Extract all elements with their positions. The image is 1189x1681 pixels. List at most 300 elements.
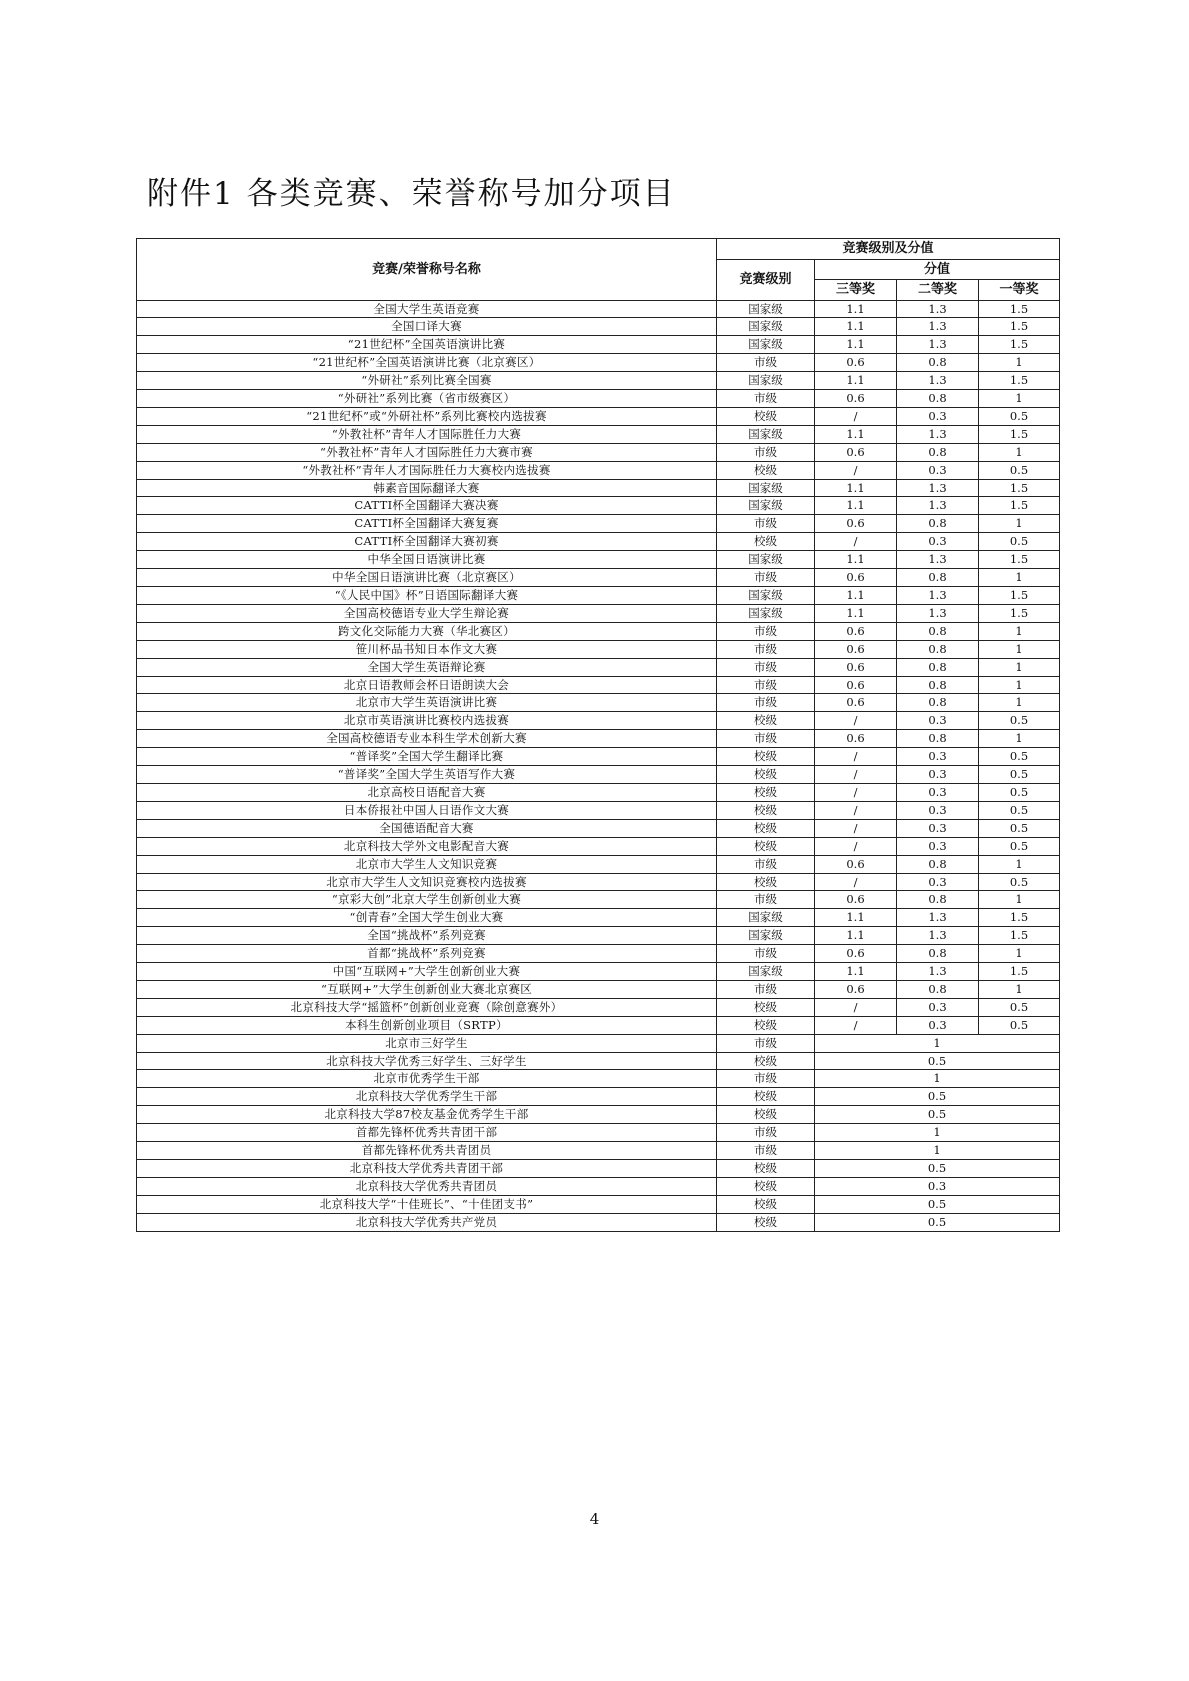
third-prize-score: 0.6 [815, 658, 897, 676]
honor-score: 0.5 [815, 1213, 1060, 1231]
third-prize-score: 0.6 [815, 891, 897, 909]
competition-row [137, 945, 1060, 963]
competition-row [137, 372, 1060, 390]
competition-row [137, 569, 1060, 587]
competition-name: 全国高校德语专业大学生辩论赛 [137, 604, 717, 622]
honor-name: 首都先锋杯优秀共青团员 [137, 1142, 717, 1160]
competition-level: 国家级 [717, 551, 815, 569]
competition-row [137, 300, 1060, 318]
honor-row [137, 1195, 1060, 1213]
third-prize-header: 三等奖 [815, 280, 897, 301]
first-prize-score: 1.5 [979, 963, 1060, 981]
third-prize-score: 0.6 [815, 730, 897, 748]
honor-row [137, 1160, 1060, 1178]
competition-level: 市级 [717, 945, 815, 963]
competition-level: 市级 [717, 855, 815, 873]
competition-name: 中华全国日语演讲比赛 [137, 551, 717, 569]
first-prize-score: 0.5 [979, 766, 1060, 784]
honor-score: 0.5 [815, 1088, 1060, 1106]
honor-row [137, 1213, 1060, 1231]
third-prize-score: 0.6 [815, 855, 897, 873]
competition-name: 全国“挑战杯”系列竞赛 [137, 927, 717, 945]
competition-row [137, 891, 1060, 909]
competition-name: 北京市英语演讲比赛校内选拔赛 [137, 712, 717, 730]
first-prize-score: 0.5 [979, 461, 1060, 479]
third-prize-score: 1.1 [815, 497, 897, 515]
first-prize-score: 0.5 [979, 998, 1060, 1016]
first-prize-score: 1 [979, 945, 1060, 963]
competition-row [137, 730, 1060, 748]
third-prize-score: 1.1 [815, 318, 897, 336]
competition-row [137, 801, 1060, 819]
competition-name: 日本侨报社中国人日语作文大赛 [137, 801, 717, 819]
third-prize-score: / [815, 783, 897, 801]
competition-level: 国家级 [717, 372, 815, 390]
level-score-group-header: 竞赛级别及分值 [717, 239, 1060, 260]
third-prize-score: / [815, 712, 897, 730]
honor-level: 校级 [717, 1052, 815, 1070]
second-prize-score: 1.3 [897, 909, 979, 927]
honor-name: 北京科技大学优秀三好学生、三好学生 [137, 1052, 717, 1070]
third-prize-score: 1.1 [815, 300, 897, 318]
third-prize-score: / [815, 819, 897, 837]
competition-name: CATTI杯全国翻译大赛决赛 [137, 497, 717, 515]
first-prize-score: 1 [979, 569, 1060, 587]
second-prize-score: 0.3 [897, 998, 979, 1016]
second-prize-score: 0.8 [897, 569, 979, 587]
third-prize-score: 1.1 [815, 587, 897, 605]
competition-row [137, 1016, 1060, 1034]
competition-level: 国家级 [717, 336, 815, 354]
second-prize-score: 1.3 [897, 300, 979, 318]
honor-name: 北京市三好学生 [137, 1034, 717, 1052]
second-prize-score: 0.3 [897, 801, 979, 819]
competition-name: “《人民中国》杯”日语国际翻译大赛 [137, 587, 717, 605]
third-prize-score: / [815, 461, 897, 479]
honor-row [137, 1106, 1060, 1124]
second-prize-score: 0.3 [897, 748, 979, 766]
score-table-container [136, 238, 1059, 1232]
competition-level: 校级 [717, 1016, 815, 1034]
competition-level: 市级 [717, 640, 815, 658]
second-prize-score: 0.3 [897, 712, 979, 730]
competition-row [137, 873, 1060, 891]
competition-name: 全国高校德语专业本科生学术创新大赛 [137, 730, 717, 748]
first-prize-score: 1.5 [979, 300, 1060, 318]
competition-row [137, 766, 1060, 784]
second-prize-score: 0.3 [897, 766, 979, 784]
competition-name: “京彩大创”北京大学生创新创业大赛 [137, 891, 717, 909]
competition-level: 国家级 [717, 963, 815, 981]
first-prize-score: 1.5 [979, 551, 1060, 569]
second-prize-score: 0.8 [897, 676, 979, 694]
third-prize-score: / [815, 801, 897, 819]
competition-row [137, 390, 1060, 408]
honor-name: 北京科技大学优秀共产党员 [137, 1213, 717, 1231]
honor-level: 市级 [717, 1070, 815, 1088]
honor-score: 0.5 [815, 1160, 1060, 1178]
second-prize-score: 1.3 [897, 604, 979, 622]
first-prize-score: 0.5 [979, 801, 1060, 819]
honor-row [137, 1124, 1060, 1142]
second-prize-score: 0.3 [897, 533, 979, 551]
second-prize-score: 0.8 [897, 891, 979, 909]
third-prize-score: / [815, 748, 897, 766]
first-prize-score: 1 [979, 443, 1060, 461]
competition-row [137, 533, 1060, 551]
competition-row [137, 497, 1060, 515]
competition-row [137, 855, 1060, 873]
competition-name: 首都“挑战杯”系列竞赛 [137, 945, 717, 963]
honor-score: 1 [815, 1124, 1060, 1142]
competition-name: “外教社杯”青年人才国际胜任力大赛校内选拔赛 [137, 461, 717, 479]
honor-row [137, 1034, 1060, 1052]
score-group-header: 分值 [815, 259, 1060, 280]
third-prize-score: 1.1 [815, 909, 897, 927]
third-prize-score: 0.6 [815, 354, 897, 372]
competition-name: “外教社杯”青年人才国际胜任力大赛 [137, 425, 717, 443]
competition-level: 校级 [717, 873, 815, 891]
first-prize-score: 1 [979, 694, 1060, 712]
first-prize-score: 1 [979, 515, 1060, 533]
first-prize-score: 1 [979, 390, 1060, 408]
second-prize-score: 0.3 [897, 1016, 979, 1034]
first-prize-score: 1.5 [979, 336, 1060, 354]
second-prize-score: 1.3 [897, 587, 979, 605]
third-prize-score: 0.6 [815, 640, 897, 658]
first-prize-score: 0.5 [979, 1016, 1060, 1034]
honor-row [137, 1142, 1060, 1160]
second-prize-header: 二等奖 [897, 280, 979, 301]
honor-row [137, 1070, 1060, 1088]
third-prize-score: / [815, 998, 897, 1016]
honor-name: 北京科技大学87校友基金优秀学生干部 [137, 1106, 717, 1124]
third-prize-score: 1.1 [815, 927, 897, 945]
competition-name: 本科生创新创业项目（SRTP） [137, 1016, 717, 1034]
competition-level: 市级 [717, 980, 815, 998]
competition-level: 市级 [717, 730, 815, 748]
second-prize-score: 1.3 [897, 336, 979, 354]
honor-name: 北京科技大学优秀共青团干部 [137, 1160, 717, 1178]
competition-name: “21世纪杯”全国英语演讲比赛 [137, 336, 717, 354]
competition-name: 韩素音国际翻译大赛 [137, 479, 717, 497]
competition-row [137, 318, 1060, 336]
competition-level: 市级 [717, 390, 815, 408]
third-prize-score: 0.6 [815, 676, 897, 694]
first-prize-score: 1.5 [979, 479, 1060, 497]
competition-name: “普译奖”全国大学生翻译比赛 [137, 748, 717, 766]
honor-name: 北京市优秀学生干部 [137, 1070, 717, 1088]
page-title: 附件1 各类竞赛、荣誉称号加分项目 [147, 176, 676, 212]
competition-level: 国家级 [717, 587, 815, 605]
competition-level: 校级 [717, 533, 815, 551]
second-prize-score: 1.3 [897, 927, 979, 945]
competition-name: 北京市大学生人文知识竞赛 [137, 855, 717, 873]
competition-level: 校级 [717, 748, 815, 766]
competition-row [137, 587, 1060, 605]
third-prize-score: / [815, 873, 897, 891]
first-prize-score: 1.5 [979, 604, 1060, 622]
competition-name: “外教社杯”青年人才国际胜任力大赛市赛 [137, 443, 717, 461]
competition-name: “外研社”系列比赛全国赛 [137, 372, 717, 390]
competition-level: 国家级 [717, 909, 815, 927]
competition-row [137, 837, 1060, 855]
second-prize-score: 0.3 [897, 873, 979, 891]
second-prize-score: 0.8 [897, 443, 979, 461]
competition-row [137, 712, 1060, 730]
competition-level: 市级 [717, 354, 815, 372]
competition-level: 校级 [717, 461, 815, 479]
level-column-header: 竞赛级别 [717, 259, 815, 300]
competition-name: CATTI杯全国翻译大赛复赛 [137, 515, 717, 533]
honor-score: 1 [815, 1034, 1060, 1052]
third-prize-score: 0.6 [815, 980, 897, 998]
competition-level: 校级 [717, 783, 815, 801]
competition-name: 全国大学生英语辩论赛 [137, 658, 717, 676]
second-prize-score: 0.8 [897, 658, 979, 676]
competition-row [137, 676, 1060, 694]
first-prize-score: 0.5 [979, 748, 1060, 766]
honor-level: 校级 [717, 1195, 815, 1213]
third-prize-score: 0.6 [815, 569, 897, 587]
competition-level: 校级 [717, 712, 815, 730]
second-prize-score: 0.3 [897, 461, 979, 479]
first-prize-score: 1 [979, 640, 1060, 658]
competition-name: 全国大学生英语竞赛 [137, 300, 717, 318]
competition-row [137, 443, 1060, 461]
competition-name: 北京市大学生人文知识竞赛校内选拔赛 [137, 873, 717, 891]
competition-name: 中华全国日语演讲比赛（北京赛区） [137, 569, 717, 587]
competition-level: 市级 [717, 658, 815, 676]
competition-level: 国家级 [717, 300, 815, 318]
second-prize-score: 0.3 [897, 837, 979, 855]
first-prize-score: 0.5 [979, 873, 1060, 891]
honor-score: 0.5 [815, 1195, 1060, 1213]
third-prize-score: 0.6 [815, 515, 897, 533]
second-prize-score: 0.3 [897, 783, 979, 801]
competition-row [137, 425, 1060, 443]
third-prize-score: 1.1 [815, 479, 897, 497]
competition-row [137, 479, 1060, 497]
first-prize-score: 0.5 [979, 712, 1060, 730]
competition-name: “21世纪杯”或“外研社杯”系列比赛校内选拔赛 [137, 407, 717, 425]
third-prize-score: / [815, 837, 897, 855]
first-prize-score: 1 [979, 855, 1060, 873]
competition-row [137, 515, 1060, 533]
honor-name: 北京科技大学优秀学生干部 [137, 1088, 717, 1106]
second-prize-score: 0.8 [897, 390, 979, 408]
third-prize-score: 0.6 [815, 622, 897, 640]
second-prize-score: 1.3 [897, 963, 979, 981]
competition-level: 市级 [717, 569, 815, 587]
honor-level: 校级 [717, 1213, 815, 1231]
first-prize-score: 0.5 [979, 837, 1060, 855]
first-prize-score: 1 [979, 658, 1060, 676]
competition-level: 校级 [717, 998, 815, 1016]
competition-level: 市级 [717, 891, 815, 909]
competition-row [137, 694, 1060, 712]
honor-score: 0.5 [815, 1052, 1060, 1070]
third-prize-score: 1.1 [815, 551, 897, 569]
first-prize-score: 1 [979, 730, 1060, 748]
first-prize-score: 1.5 [979, 587, 1060, 605]
competition-row [137, 658, 1060, 676]
honor-row [137, 1052, 1060, 1070]
second-prize-score: 1.3 [897, 425, 979, 443]
third-prize-score: 0.6 [815, 945, 897, 963]
honor-level: 校级 [717, 1088, 815, 1106]
competition-row [137, 461, 1060, 479]
competition-name: “外研社”系列比赛（省市级赛区） [137, 390, 717, 408]
competition-name: “21世纪杯”全国英语演讲比赛（北京赛区） [137, 354, 717, 372]
competition-name: 全国口译大赛 [137, 318, 717, 336]
competition-row [137, 354, 1060, 372]
second-prize-score: 0.8 [897, 694, 979, 712]
first-prize-score: 0.5 [979, 819, 1060, 837]
competition-row [137, 909, 1060, 927]
second-prize-score: 0.8 [897, 730, 979, 748]
second-prize-score: 0.3 [897, 407, 979, 425]
honor-row [137, 1177, 1060, 1195]
honor-name: 首都先锋杯优秀共青团干部 [137, 1124, 717, 1142]
competition-name: 中国“互联网+”大学生创新创业大赛 [137, 963, 717, 981]
competition-row [137, 963, 1060, 981]
first-prize-score: 1.5 [979, 497, 1060, 515]
competition-level: 市级 [717, 443, 815, 461]
honor-name: 北京科技大学“十佳班长”、“十佳团支书” [137, 1195, 717, 1213]
competition-row [137, 783, 1060, 801]
competition-level: 国家级 [717, 479, 815, 497]
competition-name: 跨文化交际能力大赛（华北赛区） [137, 622, 717, 640]
honor-score: 0.5 [815, 1106, 1060, 1124]
third-prize-score: 0.6 [815, 390, 897, 408]
page-number: 4 [589, 1510, 600, 1528]
second-prize-score: 1.3 [897, 318, 979, 336]
competition-level: 校级 [717, 766, 815, 784]
third-prize-score: 1.1 [815, 372, 897, 390]
third-prize-score: / [815, 766, 897, 784]
honor-score: 0.3 [815, 1177, 1060, 1195]
competition-level: 校级 [717, 819, 815, 837]
honor-score: 1 [815, 1142, 1060, 1160]
second-prize-score: 0.8 [897, 515, 979, 533]
competition-row [137, 980, 1060, 998]
competition-name: 北京科技大学“摇篮杯”创新创业竞赛（除创意赛外） [137, 998, 717, 1016]
second-prize-score: 0.3 [897, 819, 979, 837]
table-body [137, 300, 1060, 1231]
honor-row [137, 1088, 1060, 1106]
third-prize-score: / [815, 407, 897, 425]
honor-name: 北京科技大学优秀共青团员 [137, 1177, 717, 1195]
competition-row [137, 640, 1060, 658]
honor-level: 校级 [717, 1177, 815, 1195]
first-prize-header: 一等奖 [979, 280, 1060, 301]
first-prize-score: 1 [979, 891, 1060, 909]
honor-level: 市级 [717, 1142, 815, 1160]
second-prize-score: 0.8 [897, 855, 979, 873]
competition-level: 市级 [717, 676, 815, 694]
second-prize-score: 1.3 [897, 479, 979, 497]
third-prize-score: 0.6 [815, 443, 897, 461]
second-prize-score: 1.3 [897, 497, 979, 515]
third-prize-score: 1.1 [815, 425, 897, 443]
honor-score: 1 [815, 1070, 1060, 1088]
first-prize-score: 0.5 [979, 407, 1060, 425]
competition-level: 国家级 [717, 927, 815, 945]
third-prize-score: / [815, 533, 897, 551]
competition-name: “普译奖”全国大学生英语写作大赛 [137, 766, 717, 784]
name-column-header: 竞赛/荣誉称号名称 [137, 239, 717, 301]
competition-name: “互联网+”大学生创新创业大赛北京赛区 [137, 980, 717, 998]
competition-name: 北京市大学生英语演讲比赛 [137, 694, 717, 712]
competition-level: 国家级 [717, 318, 815, 336]
competition-row [137, 748, 1060, 766]
first-prize-score: 1.5 [979, 425, 1060, 443]
competition-row [137, 551, 1060, 569]
score-table [136, 238, 1060, 1232]
competition-name: “创青春”全国大学生创业大赛 [137, 909, 717, 927]
third-prize-score: 1.1 [815, 604, 897, 622]
third-prize-score: 0.6 [815, 694, 897, 712]
competition-level: 校级 [717, 407, 815, 425]
competition-row [137, 622, 1060, 640]
first-prize-score: 1 [979, 622, 1060, 640]
second-prize-score: 0.8 [897, 980, 979, 998]
competition-row [137, 604, 1060, 622]
second-prize-score: 0.8 [897, 622, 979, 640]
first-prize-score: 0.5 [979, 783, 1060, 801]
competition-row [137, 336, 1060, 354]
second-prize-score: 1.3 [897, 372, 979, 390]
competition-name: 笹川杯品书知日本作文大赛 [137, 640, 717, 658]
competition-level: 国家级 [717, 425, 815, 443]
competition-level: 校级 [717, 837, 815, 855]
competition-name: CATTI杯全国翻译大赛初赛 [137, 533, 717, 551]
first-prize-score: 1 [979, 676, 1060, 694]
second-prize-score: 0.8 [897, 945, 979, 963]
second-prize-score: 1.3 [897, 551, 979, 569]
competition-name: 北京科技大学外文电影配音大赛 [137, 837, 717, 855]
competition-level: 国家级 [717, 497, 815, 515]
second-prize-score: 0.8 [897, 354, 979, 372]
second-prize-score: 0.8 [897, 640, 979, 658]
first-prize-score: 1 [979, 354, 1060, 372]
honor-level: 校级 [717, 1106, 815, 1124]
third-prize-score: / [815, 1016, 897, 1034]
first-prize-score: 1.5 [979, 372, 1060, 390]
competition-row [137, 998, 1060, 1016]
first-prize-score: 1 [979, 980, 1060, 998]
first-prize-score: 0.5 [979, 533, 1060, 551]
honor-level: 市级 [717, 1124, 815, 1142]
competition-name: 北京日语教师会杯日语朗读大会 [137, 676, 717, 694]
first-prize-score: 1.5 [979, 909, 1060, 927]
competition-row [137, 927, 1060, 945]
competition-level: 市级 [717, 515, 815, 533]
third-prize-score: 1.1 [815, 963, 897, 981]
honor-level: 校级 [717, 1160, 815, 1178]
competition-level: 校级 [717, 801, 815, 819]
competition-level: 市级 [717, 694, 815, 712]
competition-level: 市级 [717, 622, 815, 640]
third-prize-score: 1.1 [815, 336, 897, 354]
competition-row [137, 819, 1060, 837]
honor-level: 市级 [717, 1034, 815, 1052]
competition-name: 北京高校日语配音大赛 [137, 783, 717, 801]
competition-row [137, 407, 1060, 425]
first-prize-score: 1.5 [979, 927, 1060, 945]
competition-level: 国家级 [717, 604, 815, 622]
